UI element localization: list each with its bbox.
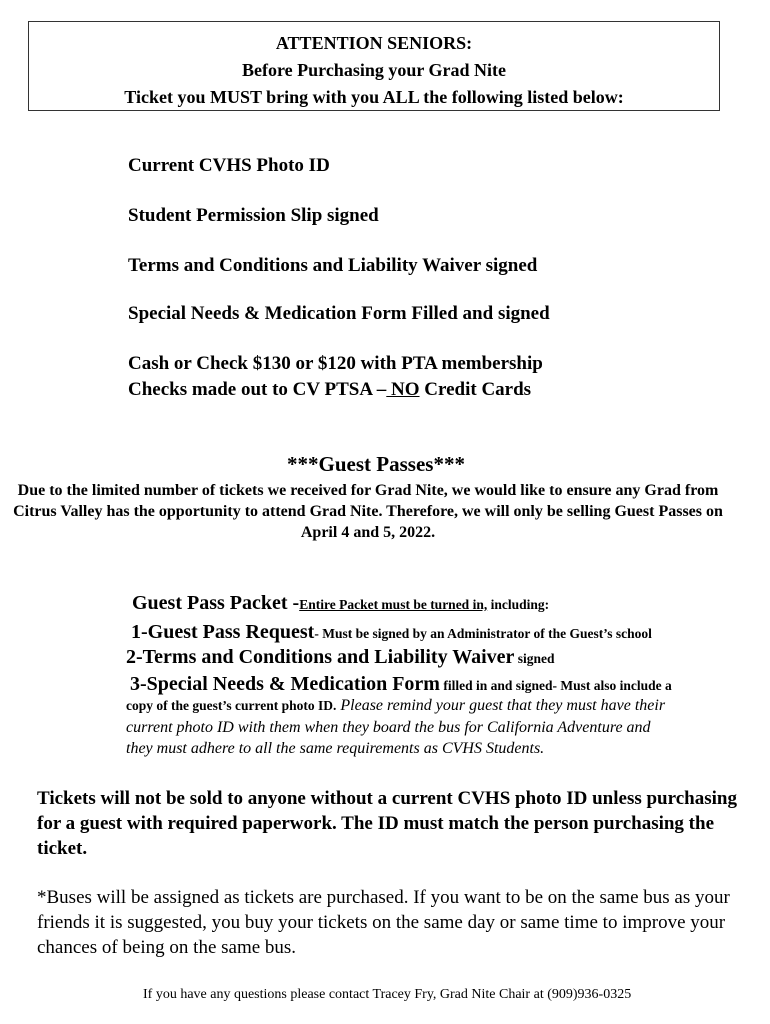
header-line-1: ATTENTION SENIORS:	[275, 33, 473, 53]
requirement-checks	[128, 379, 531, 401]
packet-reminder-c: they must adhere to all the same requirements as CVHS Students.	[126, 740, 545, 757]
attention-header-box	[28, 21, 720, 111]
checks-no: NO	[386, 379, 420, 400]
contact-footer: If you have any questions please contact Tracey Fry, Grad Nite Chair at (909)936-0325	[143, 987, 632, 1002]
packet-item-1-main: 1-Guest Pass Request	[131, 621, 315, 643]
packet-item-2	[126, 646, 555, 669]
packet-item-2-note: signed	[514, 651, 555, 666]
packet-title-tail: including:	[487, 597, 550, 612]
requirement-terms-waiver: Terms and Conditions and Liability Waiver signed	[128, 255, 538, 276]
packet-title-text: Guest Pass Packet -	[132, 592, 300, 614]
photo-id-warning: Tickets will not be sold to anyone without a current CVHS photo ID unless purchasing for a guest with required paperwork. The ID must match the person purchasing the ticket.	[37, 788, 737, 859]
packet-title-underlined: Entire Packet must be turned in,	[299, 597, 488, 612]
guest-passes-title: ***Guest Passes***	[287, 452, 465, 476]
packet-item-3-line-2	[126, 697, 665, 715]
packet-item-2-main: 2-Terms and Conditions and Liability Waiver	[126, 646, 515, 668]
header-line-3: Ticket you MUST bring with you ALL the following listed below:	[124, 87, 624, 107]
packet-reminder-b: current photo ID with them when they board the bus for California Adventure and	[126, 719, 651, 736]
packet-item-1	[131, 621, 652, 644]
checks-tail: Credit Cards	[419, 379, 532, 400]
requirement-medication-form: Special Needs & Medication Form Filled and signed	[128, 303, 550, 324]
packet-item-1-note: - Must be signed by an Administrator of the Guest’s school	[314, 626, 652, 641]
requirement-payment: Cash or Check $130 or $120 with PTA membership	[128, 353, 543, 374]
bus-assignment-note: *Buses will be assigned as tickets are purchased. If you want to be on the same bus as your friends it is suggested, you buy your tickets on the same day or same time to improve your chances of being on the same bus.	[37, 887, 730, 958]
guest-passes-body: Due to the limited number of tickets we received for Grad Nite, we would like to ensure any Grad from Citrus Valley has the opportunity to attend Grad Nite. Therefore, we will only be selling Guest Passes on April 4 and 5, 2022.	[13, 482, 723, 541]
packet-item-3-main: 3-Special Needs & Medication Form	[130, 673, 440, 695]
packet-item-3	[130, 673, 672, 696]
header-line-2: Before Purchasing your Grad Nite	[242, 60, 506, 80]
packet-photo-id-note: copy of the guest’s current photo ID.	[126, 698, 337, 713]
packet-reminder-a: Please remind your guest that they must have their	[336, 697, 666, 714]
checks-text: Checks made out to CV PTSA –	[128, 379, 387, 400]
packet-item-3-note: filled in and signed- Must also include a	[439, 678, 672, 693]
requirement-photo-id: Current CVHS Photo ID	[128, 155, 330, 176]
requirement-permission-slip: Student Permission Slip signed	[128, 205, 379, 226]
packet-title	[132, 592, 549, 615]
